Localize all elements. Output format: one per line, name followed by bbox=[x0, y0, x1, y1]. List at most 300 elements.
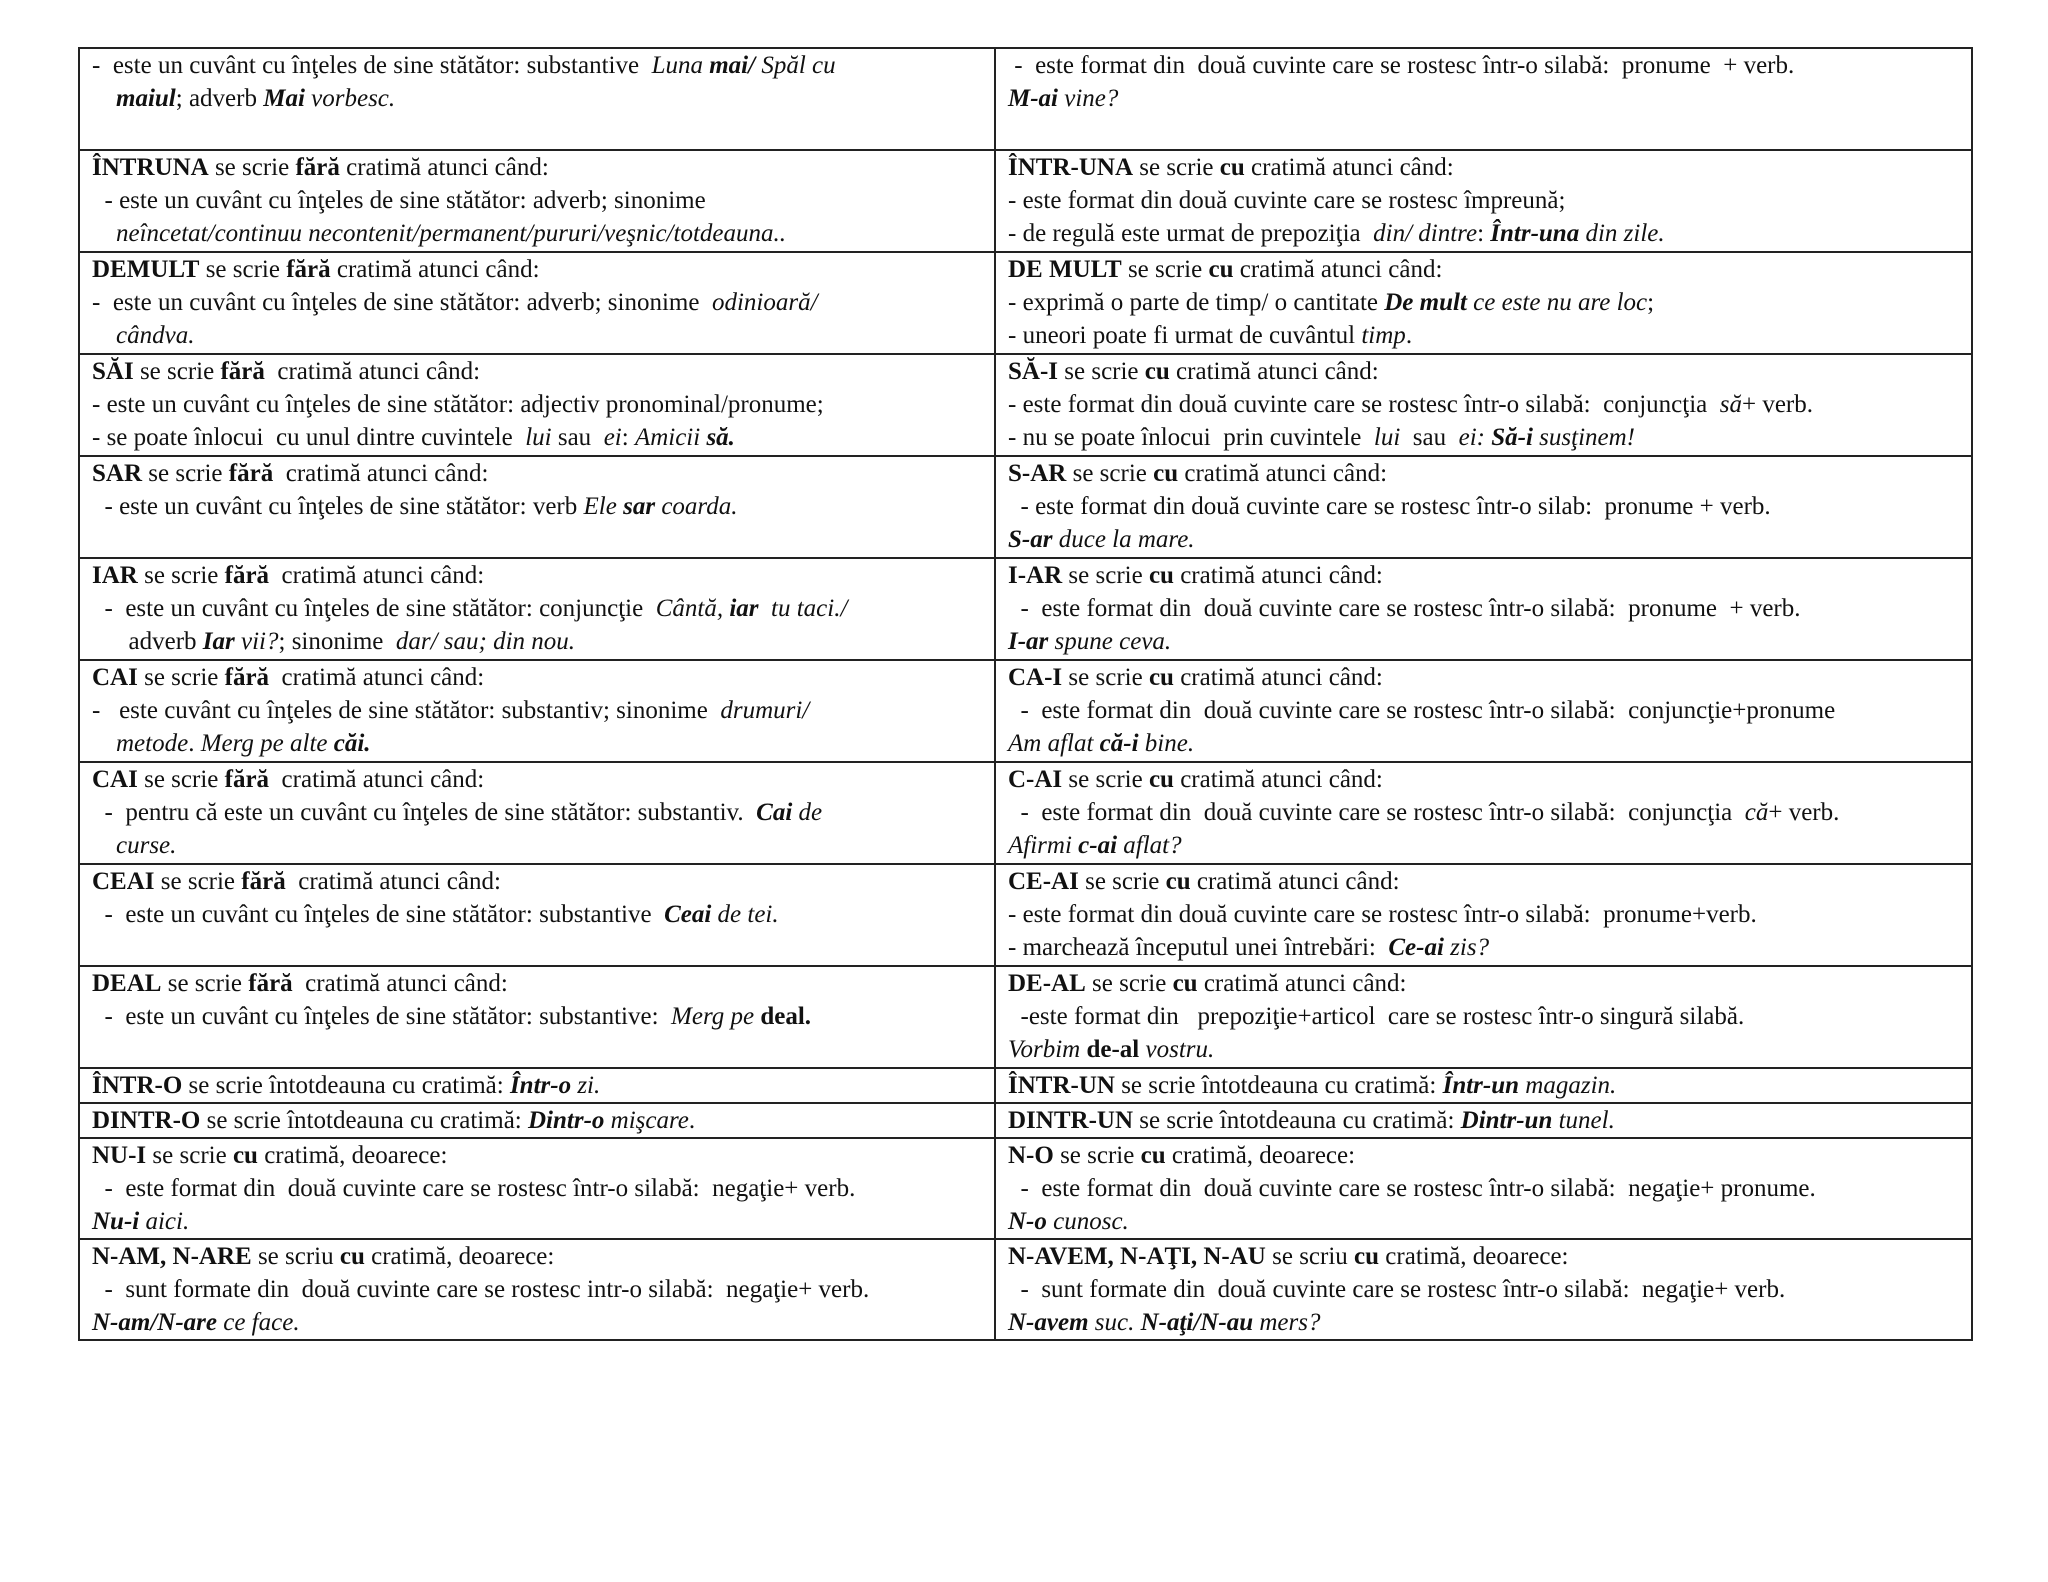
emphasized-term: cu bbox=[1354, 1243, 1380, 1270]
text-line bbox=[92, 967, 984, 1000]
emphasized-term: deal. bbox=[760, 1003, 812, 1030]
emphasized-term: I-AR bbox=[1008, 562, 1063, 589]
text-run: cratimă atunci când: bbox=[1173, 562, 1383, 589]
text-run: - marchează începutul unei întrebări: bbox=[1008, 934, 1389, 961]
text-run: vostru. bbox=[1139, 1036, 1215, 1063]
text-run: aflat? bbox=[1117, 832, 1182, 859]
emphasized-term: CE-AI bbox=[1008, 868, 1079, 895]
table-row bbox=[79, 1239, 1972, 1340]
text-run: cratimă atunci când: bbox=[269, 766, 485, 793]
emphasized-term: fără bbox=[220, 358, 265, 385]
text-run: se scrie bbox=[1085, 970, 1173, 997]
text-run: ei bbox=[603, 424, 622, 451]
text-run: ; sinonime bbox=[278, 628, 396, 655]
text-line bbox=[1008, 421, 1961, 454]
emphasized-term: N-am/N-are bbox=[92, 1309, 217, 1336]
text-run: se scrie bbox=[1058, 358, 1145, 385]
text-line bbox=[92, 355, 984, 388]
text-line bbox=[1008, 559, 1961, 592]
emphasized-term: DE MULT bbox=[1008, 256, 1122, 283]
rule-cell-without-hyphen bbox=[79, 558, 995, 660]
text-line bbox=[1008, 286, 1961, 319]
emphasized-term: sar bbox=[623, 493, 656, 520]
text-line bbox=[1008, 1104, 1961, 1137]
rule-cell-with-hyphen bbox=[995, 1138, 1972, 1239]
text-run: + verb. bbox=[1741, 391, 1814, 418]
text-run: mers? bbox=[1253, 1309, 1321, 1336]
text-run: cunosc. bbox=[1046, 1208, 1129, 1235]
text-run: . bbox=[1405, 322, 1413, 349]
text-run: se scrie bbox=[1078, 868, 1166, 895]
text-run: - este format din două cuvinte care se rostesc împreună; bbox=[1008, 187, 1566, 214]
text-run: curse. bbox=[116, 832, 177, 859]
emphasized-term: fără bbox=[224, 562, 270, 589]
emphasized-term: DINTR-UN bbox=[1008, 1107, 1133, 1134]
text-run: cratimă atunci când: bbox=[1173, 766, 1383, 793]
emphasized-term: ÎNTR-UNA bbox=[1008, 154, 1133, 181]
text-run: se scrie bbox=[154, 868, 242, 895]
emphasized-term: cu bbox=[1148, 664, 1174, 691]
text-run: odinioară/ bbox=[711, 289, 818, 316]
rule-cell-without-hyphen bbox=[79, 660, 995, 762]
emphasized-term: S-AR bbox=[1008, 460, 1067, 487]
emphasized-term: cu bbox=[1148, 562, 1174, 589]
emphasized-term: I-ar bbox=[1008, 628, 1049, 655]
text-line bbox=[1008, 457, 1961, 490]
text-line bbox=[92, 694, 984, 727]
text-run: cratimă atunci când: bbox=[285, 868, 501, 895]
emphasized-term: Nu-i bbox=[92, 1208, 140, 1235]
text-line bbox=[1008, 151, 1961, 184]
emphasized-term: că-i bbox=[1099, 730, 1139, 757]
text-run: Amicii bbox=[634, 424, 707, 451]
text-run: - este format din două cuvinte care se rostesc într-o silabă: pronume+verb. bbox=[1008, 901, 1757, 928]
text-line bbox=[92, 763, 984, 796]
text-run: cratimă atunci când: bbox=[1197, 970, 1407, 997]
text-line bbox=[92, 829, 984, 862]
emphasized-term: ÎNTR-UN bbox=[1008, 1072, 1115, 1099]
rule-cell-without-hyphen bbox=[79, 456, 995, 558]
text-line bbox=[1008, 1000, 1961, 1033]
rule-cell-with-hyphen bbox=[995, 1068, 1972, 1103]
rule-cell-without-hyphen bbox=[79, 1239, 995, 1340]
rule-cell-with-hyphen bbox=[995, 1103, 1972, 1138]
text-run: cratimă atunci când: bbox=[1233, 256, 1443, 283]
emphasized-term: Ceai bbox=[664, 901, 712, 928]
text-line bbox=[1008, 355, 1961, 388]
emphasized-term: fără bbox=[228, 460, 274, 487]
text-run: se scriu bbox=[1265, 1243, 1355, 1270]
text-run: metode bbox=[116, 730, 189, 757]
text-run: de tei. bbox=[711, 901, 779, 928]
table-row bbox=[79, 558, 1972, 660]
emphasized-term: DINTR-O bbox=[92, 1107, 201, 1134]
text-run: aici. bbox=[139, 1208, 190, 1235]
text-run: zi. bbox=[571, 1072, 601, 1099]
emphasized-term: iar bbox=[729, 595, 759, 622]
emphasized-term: fără bbox=[224, 766, 270, 793]
rule-cell-with-hyphen bbox=[995, 864, 1972, 966]
text-run: cratimă atunci când: bbox=[292, 970, 508, 997]
text-run: + verb. bbox=[1768, 799, 1840, 826]
text-line bbox=[1008, 898, 1961, 931]
text-run: cratimă atunci când: bbox=[269, 664, 485, 691]
text-run: tu taci./ bbox=[758, 595, 848, 622]
rule-cell-with-hyphen bbox=[995, 354, 1972, 456]
text-line bbox=[1008, 931, 1961, 964]
rule-cell-without-hyphen bbox=[79, 48, 995, 150]
text-run: mişcare bbox=[604, 1107, 689, 1134]
table-row bbox=[79, 354, 1972, 456]
text-run: se scrie bbox=[199, 256, 287, 283]
text-run: - este un cuvânt cu înţeles de sine stătător: substantive bbox=[92, 901, 665, 928]
text-run: ; adverb bbox=[175, 85, 264, 112]
emphasized-term: N-AM, N-ARE bbox=[92, 1243, 252, 1270]
text-line bbox=[92, 49, 984, 82]
text-run: tunel. bbox=[1552, 1107, 1615, 1134]
text-run: - este format din două cuvinte care se rostesc într-o silabă: pronume + verb. bbox=[1008, 52, 1795, 79]
text-line bbox=[92, 457, 984, 490]
emphasized-term: IAR bbox=[92, 562, 138, 589]
emphasized-term: DEMULT bbox=[92, 256, 200, 283]
text-run: - uneori poate fi urmat de cuvântul bbox=[1008, 322, 1362, 349]
text-run: se scrie bbox=[137, 766, 225, 793]
emphasized-term: fără bbox=[295, 154, 340, 181]
text-run: se scrie bbox=[161, 970, 249, 997]
text-run: se scrie întotdeauna cu cratimă: bbox=[182, 1072, 510, 1099]
emphasized-term: să. bbox=[706, 424, 735, 451]
rule-cell-with-hyphen bbox=[995, 966, 1972, 1068]
text-run: cratimă, deoarece: bbox=[1165, 1142, 1356, 1169]
text-run: - este un cuvânt cu înţeles de sine stătător: adverb; sinonime bbox=[92, 187, 706, 214]
text-line bbox=[1008, 1139, 1961, 1172]
text-run: . bbox=[688, 1107, 696, 1134]
text-run: lui bbox=[525, 424, 552, 451]
table-body bbox=[79, 48, 1972, 1340]
text-line bbox=[92, 1273, 984, 1306]
text-run: - este format din două cuvinte care se rostesc într-o silabă: negaţie+ pronume. bbox=[1008, 1175, 1816, 1202]
text-run: să bbox=[1719, 391, 1742, 418]
rule-cell-with-hyphen bbox=[995, 48, 1972, 150]
emphasized-term: maiul bbox=[116, 85, 176, 112]
text-run: se scrie bbox=[146, 1142, 233, 1169]
text-run: - este un cuvânt cu înţeles de sine stătător: adjectiv pronominal/pronume; bbox=[92, 391, 824, 418]
text-run: ei: bbox=[1458, 424, 1492, 451]
text-run: Merg pe bbox=[671, 1003, 761, 1030]
emphasized-term: Într-o bbox=[509, 1072, 572, 1099]
emphasized-term: cu bbox=[1140, 1142, 1166, 1169]
text-line bbox=[1008, 694, 1961, 727]
text-line bbox=[1008, 184, 1961, 217]
hyphenation-rules-table bbox=[78, 47, 1973, 1341]
text-line bbox=[92, 388, 984, 421]
emphasized-term: C-AI bbox=[1008, 766, 1063, 793]
rule-cell-with-hyphen bbox=[995, 150, 1972, 252]
text-run: se scrie bbox=[1062, 766, 1149, 793]
text-run: cratimă atunci când: bbox=[1178, 460, 1388, 487]
text-run: se scrie bbox=[1121, 256, 1209, 283]
rule-cell-without-hyphen bbox=[79, 354, 995, 456]
text-run: sau bbox=[1400, 424, 1459, 451]
text-run: Spăl cu bbox=[755, 52, 836, 79]
table-row bbox=[79, 1068, 1972, 1103]
emphasized-term: ÎNTRUNA bbox=[92, 154, 209, 181]
rule-cell-with-hyphen bbox=[995, 762, 1972, 864]
text-run: - este cuvânt cu înţeles de sine stătător: substantiv; sinonime bbox=[92, 697, 721, 724]
text-run: ce face. bbox=[216, 1309, 300, 1336]
text-run: ce este nu are loc bbox=[1466, 289, 1648, 316]
text-run: cratimă atunci când: bbox=[1173, 664, 1383, 691]
text-line bbox=[92, 82, 984, 115]
text-line bbox=[92, 421, 984, 454]
text-line bbox=[1008, 82, 1961, 115]
text-run: se scrie bbox=[142, 460, 229, 487]
table-row bbox=[79, 762, 1972, 864]
text-run: - este un cuvânt cu înţeles de sine stătător: substantive bbox=[92, 52, 652, 79]
text-run: vorbesc. bbox=[304, 85, 396, 112]
text-run: - exprimă o parte de timp/ o cantitate bbox=[1008, 289, 1385, 316]
text-run: - este un cuvânt cu înţeles de sine stătător: substantive: bbox=[92, 1003, 672, 1030]
text-line bbox=[92, 727, 984, 760]
text-run: - pentru că este un cuvânt cu înţeles de sine stătător: substantiv. bbox=[92, 799, 757, 826]
emphasized-term: CEAI bbox=[92, 868, 155, 895]
emphasized-term: NU-I bbox=[92, 1142, 147, 1169]
text-run: de bbox=[792, 799, 823, 826]
text-run: ; bbox=[1647, 289, 1655, 316]
text-run: se scrie bbox=[1062, 562, 1149, 589]
rule-cell-with-hyphen bbox=[995, 660, 1972, 762]
text-run: magazin. bbox=[1519, 1072, 1617, 1099]
text-run: - sunt formate din două cuvinte care se rostesc într-o silabă: negaţie+ verb. bbox=[1008, 1276, 1786, 1303]
text-run: duce la mare. bbox=[1052, 526, 1195, 553]
emphasized-term: de-al bbox=[1086, 1036, 1140, 1063]
text-line bbox=[1008, 592, 1961, 625]
emphasized-term: CA-I bbox=[1008, 664, 1063, 691]
text-run: - este format din două cuvinte care se rostesc într-o silabă: pronume + verb. bbox=[1008, 595, 1801, 622]
text-run: cândva. bbox=[116, 322, 195, 349]
emphasized-term: fără bbox=[224, 664, 270, 691]
emphasized-term: cu bbox=[339, 1243, 365, 1270]
text-line bbox=[1008, 1273, 1961, 1306]
text-run: cratimă atunci când: bbox=[330, 256, 540, 283]
emphasized-term: DE-AL bbox=[1008, 970, 1086, 997]
text-run: cratimă atunci când: bbox=[1190, 868, 1400, 895]
text-line bbox=[1008, 217, 1961, 250]
emphasized-term: ÎNTR-O bbox=[92, 1072, 183, 1099]
text-run: cratimă, deoarece: bbox=[257, 1142, 448, 1169]
emphasized-term: N-O bbox=[1008, 1142, 1054, 1169]
emphasized-term: fără bbox=[286, 256, 331, 283]
text-run: - de regulă este urmat de prepoziţia bbox=[1008, 220, 1374, 247]
text-line bbox=[1008, 1172, 1961, 1205]
emphasized-term: cu bbox=[1144, 358, 1170, 385]
text-run: - este format din două cuvinte care se rostesc într-o silabă: conjuncţie+pronume bbox=[1008, 697, 1836, 724]
rule-cell-with-hyphen bbox=[995, 1239, 1972, 1340]
text-run: cratimă atunci când: bbox=[273, 460, 489, 487]
text-run: cratimă, deoarece: bbox=[364, 1243, 555, 1270]
emphasized-term: N-o bbox=[1008, 1208, 1047, 1235]
text-line bbox=[1008, 661, 1961, 694]
text-line bbox=[1008, 523, 1961, 556]
text-line bbox=[92, 217, 984, 250]
emphasized-term: cu bbox=[1172, 970, 1198, 997]
text-line bbox=[92, 1306, 984, 1339]
text-run: cratimă atunci când: bbox=[1244, 154, 1454, 181]
text-line bbox=[92, 592, 984, 625]
emphasized-term: mai/ bbox=[709, 52, 756, 79]
emphasized-term: Cai bbox=[756, 799, 793, 826]
text-line bbox=[92, 796, 984, 829]
text-run: se scrie întotdeauna cu cratimă: bbox=[1114, 1072, 1443, 1099]
text-run: se scriu bbox=[251, 1243, 340, 1270]
text-run: - nu se poate înlocui prin cuvintele bbox=[1008, 424, 1374, 451]
rule-cell-without-hyphen bbox=[79, 762, 995, 864]
text-line bbox=[1008, 1306, 1961, 1339]
text-line bbox=[1008, 796, 1961, 829]
text-run: - sunt formate din două cuvinte care se rostesc intr-o silabă: negaţie+ verb. bbox=[92, 1276, 870, 1303]
emphasized-term: Să-i bbox=[1491, 424, 1533, 451]
text-line bbox=[1008, 967, 1961, 1000]
text-run: adverb bbox=[116, 628, 203, 655]
text-run: Luna bbox=[651, 52, 710, 79]
text-line bbox=[1008, 1205, 1961, 1238]
emphasized-term: Într-un bbox=[1442, 1072, 1520, 1099]
table-row bbox=[79, 150, 1972, 252]
text-run: Cântă, bbox=[655, 595, 730, 622]
text-line bbox=[92, 559, 984, 592]
text-line bbox=[92, 1069, 984, 1102]
text-run: - este format din două cuvinte care se rostesc într-o silab: pronume + verb. bbox=[1008, 493, 1771, 520]
table-row bbox=[79, 456, 1972, 558]
text-run: se scrie bbox=[1062, 664, 1149, 691]
text-run: cratimă atunci când: bbox=[264, 358, 481, 385]
emphasized-term: S-ar bbox=[1008, 526, 1053, 553]
emphasized-term: c-ai bbox=[1078, 832, 1118, 859]
text-line bbox=[1008, 1033, 1961, 1066]
text-run: vine? bbox=[1058, 85, 1119, 112]
text-line bbox=[1008, 625, 1961, 658]
table-row bbox=[79, 660, 1972, 762]
text-run: Merg pe alte bbox=[200, 730, 334, 757]
text-line bbox=[92, 625, 984, 658]
text-line bbox=[1008, 253, 1961, 286]
emphasized-term: cu bbox=[1165, 868, 1191, 895]
text-line bbox=[1008, 49, 1961, 82]
emphasized-term: CAI bbox=[92, 664, 138, 691]
text-run: Afirmi bbox=[1008, 832, 1079, 859]
emphasized-term: M-ai bbox=[1008, 85, 1058, 112]
text-run: - este format din două cuvinte care se rostesc într-o silabă: conjuncţia bbox=[1008, 391, 1720, 418]
text-run: timp bbox=[1361, 322, 1406, 349]
text-line bbox=[92, 319, 984, 352]
text-run: drumuri/ bbox=[720, 697, 810, 724]
emphasized-term: N-aţi/N-au bbox=[1140, 1309, 1254, 1336]
emphasized-term: cu bbox=[1153, 460, 1179, 487]
text-line bbox=[92, 865, 984, 898]
text-run: - este un cuvânt cu înţeles de sine stătător: conjuncţie bbox=[92, 595, 656, 622]
text-run: se scrie bbox=[1133, 154, 1220, 181]
text-line bbox=[92, 1104, 984, 1137]
emphasized-term: SAR bbox=[92, 460, 143, 487]
rule-cell-without-hyphen bbox=[79, 150, 995, 252]
text-line bbox=[92, 1000, 984, 1033]
rule-cell-without-hyphen bbox=[79, 1103, 995, 1138]
text-line bbox=[1008, 829, 1961, 862]
emphasized-term: CAI bbox=[92, 766, 138, 793]
text-run: că bbox=[1744, 799, 1769, 826]
text-line bbox=[1008, 490, 1961, 523]
text-run: se scrie bbox=[208, 154, 296, 181]
text-run: - este format din două cuvinte care se rostesc într-o silabă: negaţie+ verb. bbox=[92, 1175, 856, 1202]
text-run: se scrie bbox=[137, 562, 225, 589]
text-run: se scrie bbox=[137, 664, 225, 691]
text-run: se scrie bbox=[1066, 460, 1154, 487]
emphasized-term: fără bbox=[248, 970, 293, 997]
text-line bbox=[1008, 1240, 1961, 1273]
rule-cell-without-hyphen bbox=[79, 864, 995, 966]
rule-cell-without-hyphen bbox=[79, 966, 995, 1068]
emphasized-term: cu bbox=[232, 1142, 258, 1169]
text-run: sau bbox=[551, 424, 604, 451]
text-line bbox=[92, 1172, 984, 1205]
emphasized-term: cu bbox=[1219, 154, 1245, 181]
text-line bbox=[92, 286, 984, 319]
text-line bbox=[92, 490, 984, 523]
text-run: coarda. bbox=[655, 493, 738, 520]
text-run: Vorbim bbox=[1008, 1036, 1087, 1063]
emphasized-term: cu bbox=[1148, 766, 1174, 793]
table-row bbox=[79, 864, 1972, 966]
text-run: cratimă atunci când: bbox=[1169, 358, 1379, 385]
text-line bbox=[1008, 388, 1961, 421]
text-run: - este format din două cuvinte care se rostesc într-o silabă: conjuncţia bbox=[1008, 799, 1745, 826]
text-line bbox=[92, 151, 984, 184]
text-line bbox=[92, 184, 984, 217]
text-run: cratimă, deoarece: bbox=[1379, 1243, 1569, 1270]
text-run: se scrie întotdeauna cu cratimă: bbox=[1133, 1107, 1461, 1134]
emphasized-term: DEAL bbox=[92, 970, 162, 997]
emphasized-term: fără bbox=[241, 868, 286, 895]
table-row bbox=[79, 252, 1972, 354]
rule-cell-with-hyphen bbox=[995, 252, 1972, 354]
text-run: -este format din prepoziţie+articol care se rostesc într-o singură silabă. bbox=[1008, 1003, 1745, 1030]
emphasized-term: Dintr-o bbox=[527, 1107, 605, 1134]
text-run: zis? bbox=[1443, 934, 1490, 961]
text-run: lui bbox=[1373, 424, 1401, 451]
text-run: neîncetat/continuu necontenit/permanent/pururi/veşnic/totdeauna.. bbox=[116, 220, 786, 247]
text-line bbox=[1008, 865, 1961, 898]
emphasized-term: N-avem bbox=[1008, 1309, 1089, 1336]
text-run: spune ceva. bbox=[1048, 628, 1172, 655]
text-run: se scrie bbox=[133, 358, 221, 385]
text-run: - se poate înlocui cu unul dintre cuvintele bbox=[92, 424, 526, 451]
emphasized-term: Într-una bbox=[1490, 220, 1580, 247]
rule-cell-without-hyphen bbox=[79, 1068, 995, 1103]
text-run: . bbox=[188, 730, 201, 757]
text-line bbox=[1008, 319, 1961, 352]
text-line bbox=[92, 1139, 984, 1172]
emphasized-term: De mult bbox=[1384, 289, 1467, 316]
text-run: din zile. bbox=[1579, 220, 1665, 247]
text-line bbox=[1008, 1069, 1961, 1102]
text-line bbox=[92, 661, 984, 694]
text-run: se scrie bbox=[1053, 1142, 1141, 1169]
text-line bbox=[92, 1240, 984, 1273]
emphasized-term: Mai bbox=[263, 85, 305, 112]
table-row bbox=[79, 1138, 1972, 1239]
emphasized-term: Ce-ai bbox=[1388, 934, 1444, 961]
text-run: dar/ sau; din nou. bbox=[395, 628, 576, 655]
